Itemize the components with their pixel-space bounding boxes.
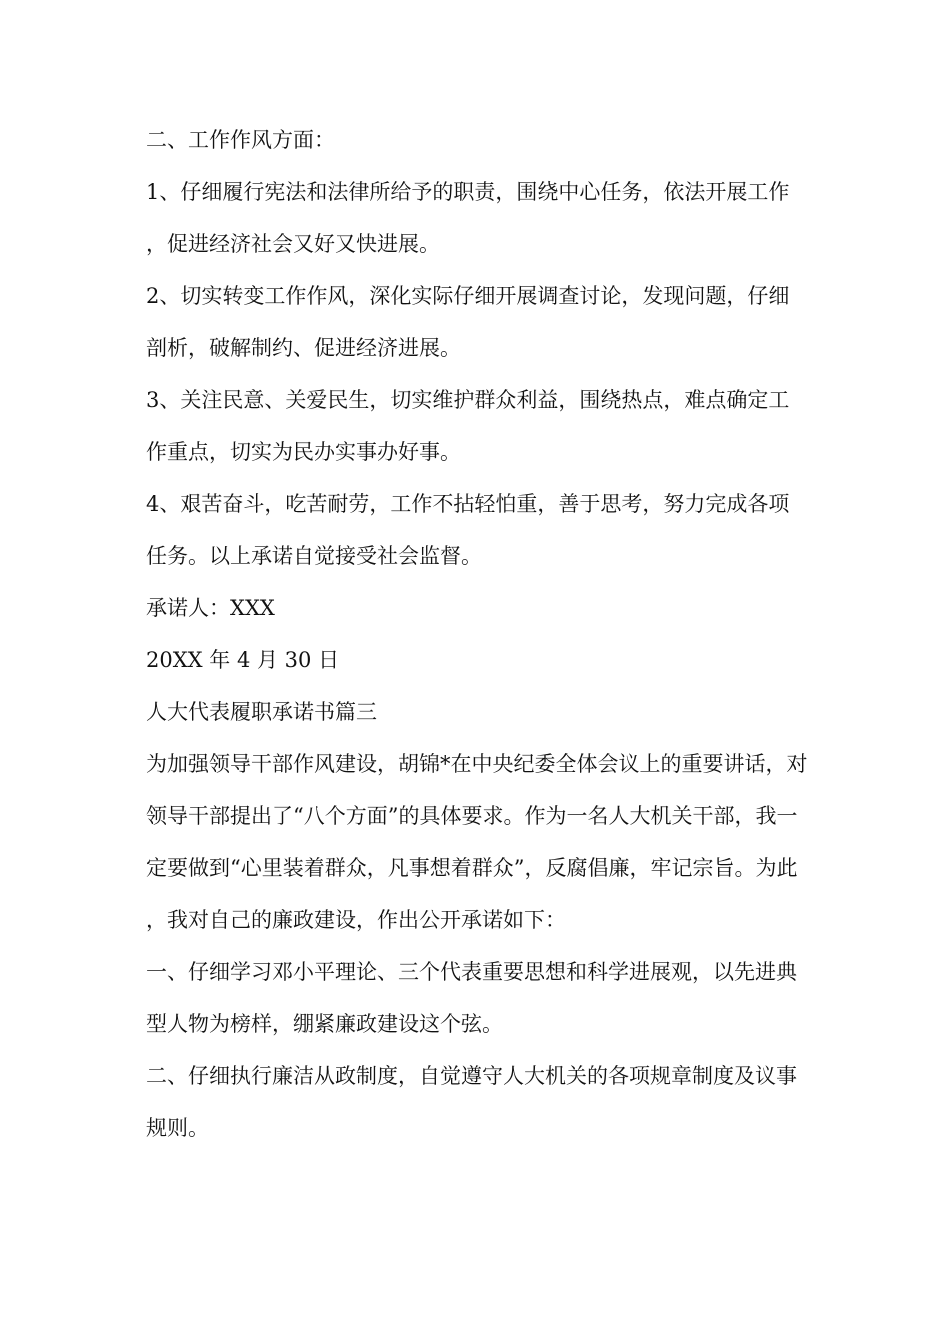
commitment-point-1: 一、仔细学习邓小平理论、三个代表重要思想和科学进展观，以先进典型人物为榜样，绷紧廉政建设这个弦。 [146,960,797,1036]
signatory-line: 承诺人：XXX [146,596,275,620]
commitment-point-2: 二、仔细执行廉洁从政制度，自觉遵守人大机关的各项规章制度及议事规则。 [146,1064,797,1140]
commitment-item-2: 2、切实转变工作作风，深化实际仔细开展调查讨论，发现问题，仔细剖析，破解制约、促进经济进展。 [146,284,790,360]
commitment-item-3: 3、关注民意、关爱民生，切实维护群众利益，围绕热点，难点确定工作重点，切实为民办实事办好事。 [146,388,790,464]
document-title: 人大代表履职承诺书篇三 [146,700,377,724]
date-line: 20XX 年 4 月 30 日 [146,648,340,672]
document-body [146,114,810,1154]
commitment-item-1: 1、仔细履行宪法和法律所给予的职责，围绕中心任务，依法开展工作，促进经济社会又好又快进展。 [146,180,790,256]
section-heading: 二、工作作风方面： [146,128,335,152]
commitment-item-4: 4、艰苦奋斗，吃苦耐劳，工作不拈轻怕重，善于思考，努力完成各项任务。以上承诺自觉接受社会监督。 [146,492,790,568]
intro-paragraph: 为加强领导干部作风建设，胡锦*在中央纪委全体会议上的重要讲话，对领导干部提出了“八个方面”的具体要求。作为一名人大机关干部，我一定要做到“心里装着群众，凡事想着群众”，反腐倡廉，牢记宗旨。为此，我对自己的廉政建设，作出公开承诺如下： [146,752,808,932]
